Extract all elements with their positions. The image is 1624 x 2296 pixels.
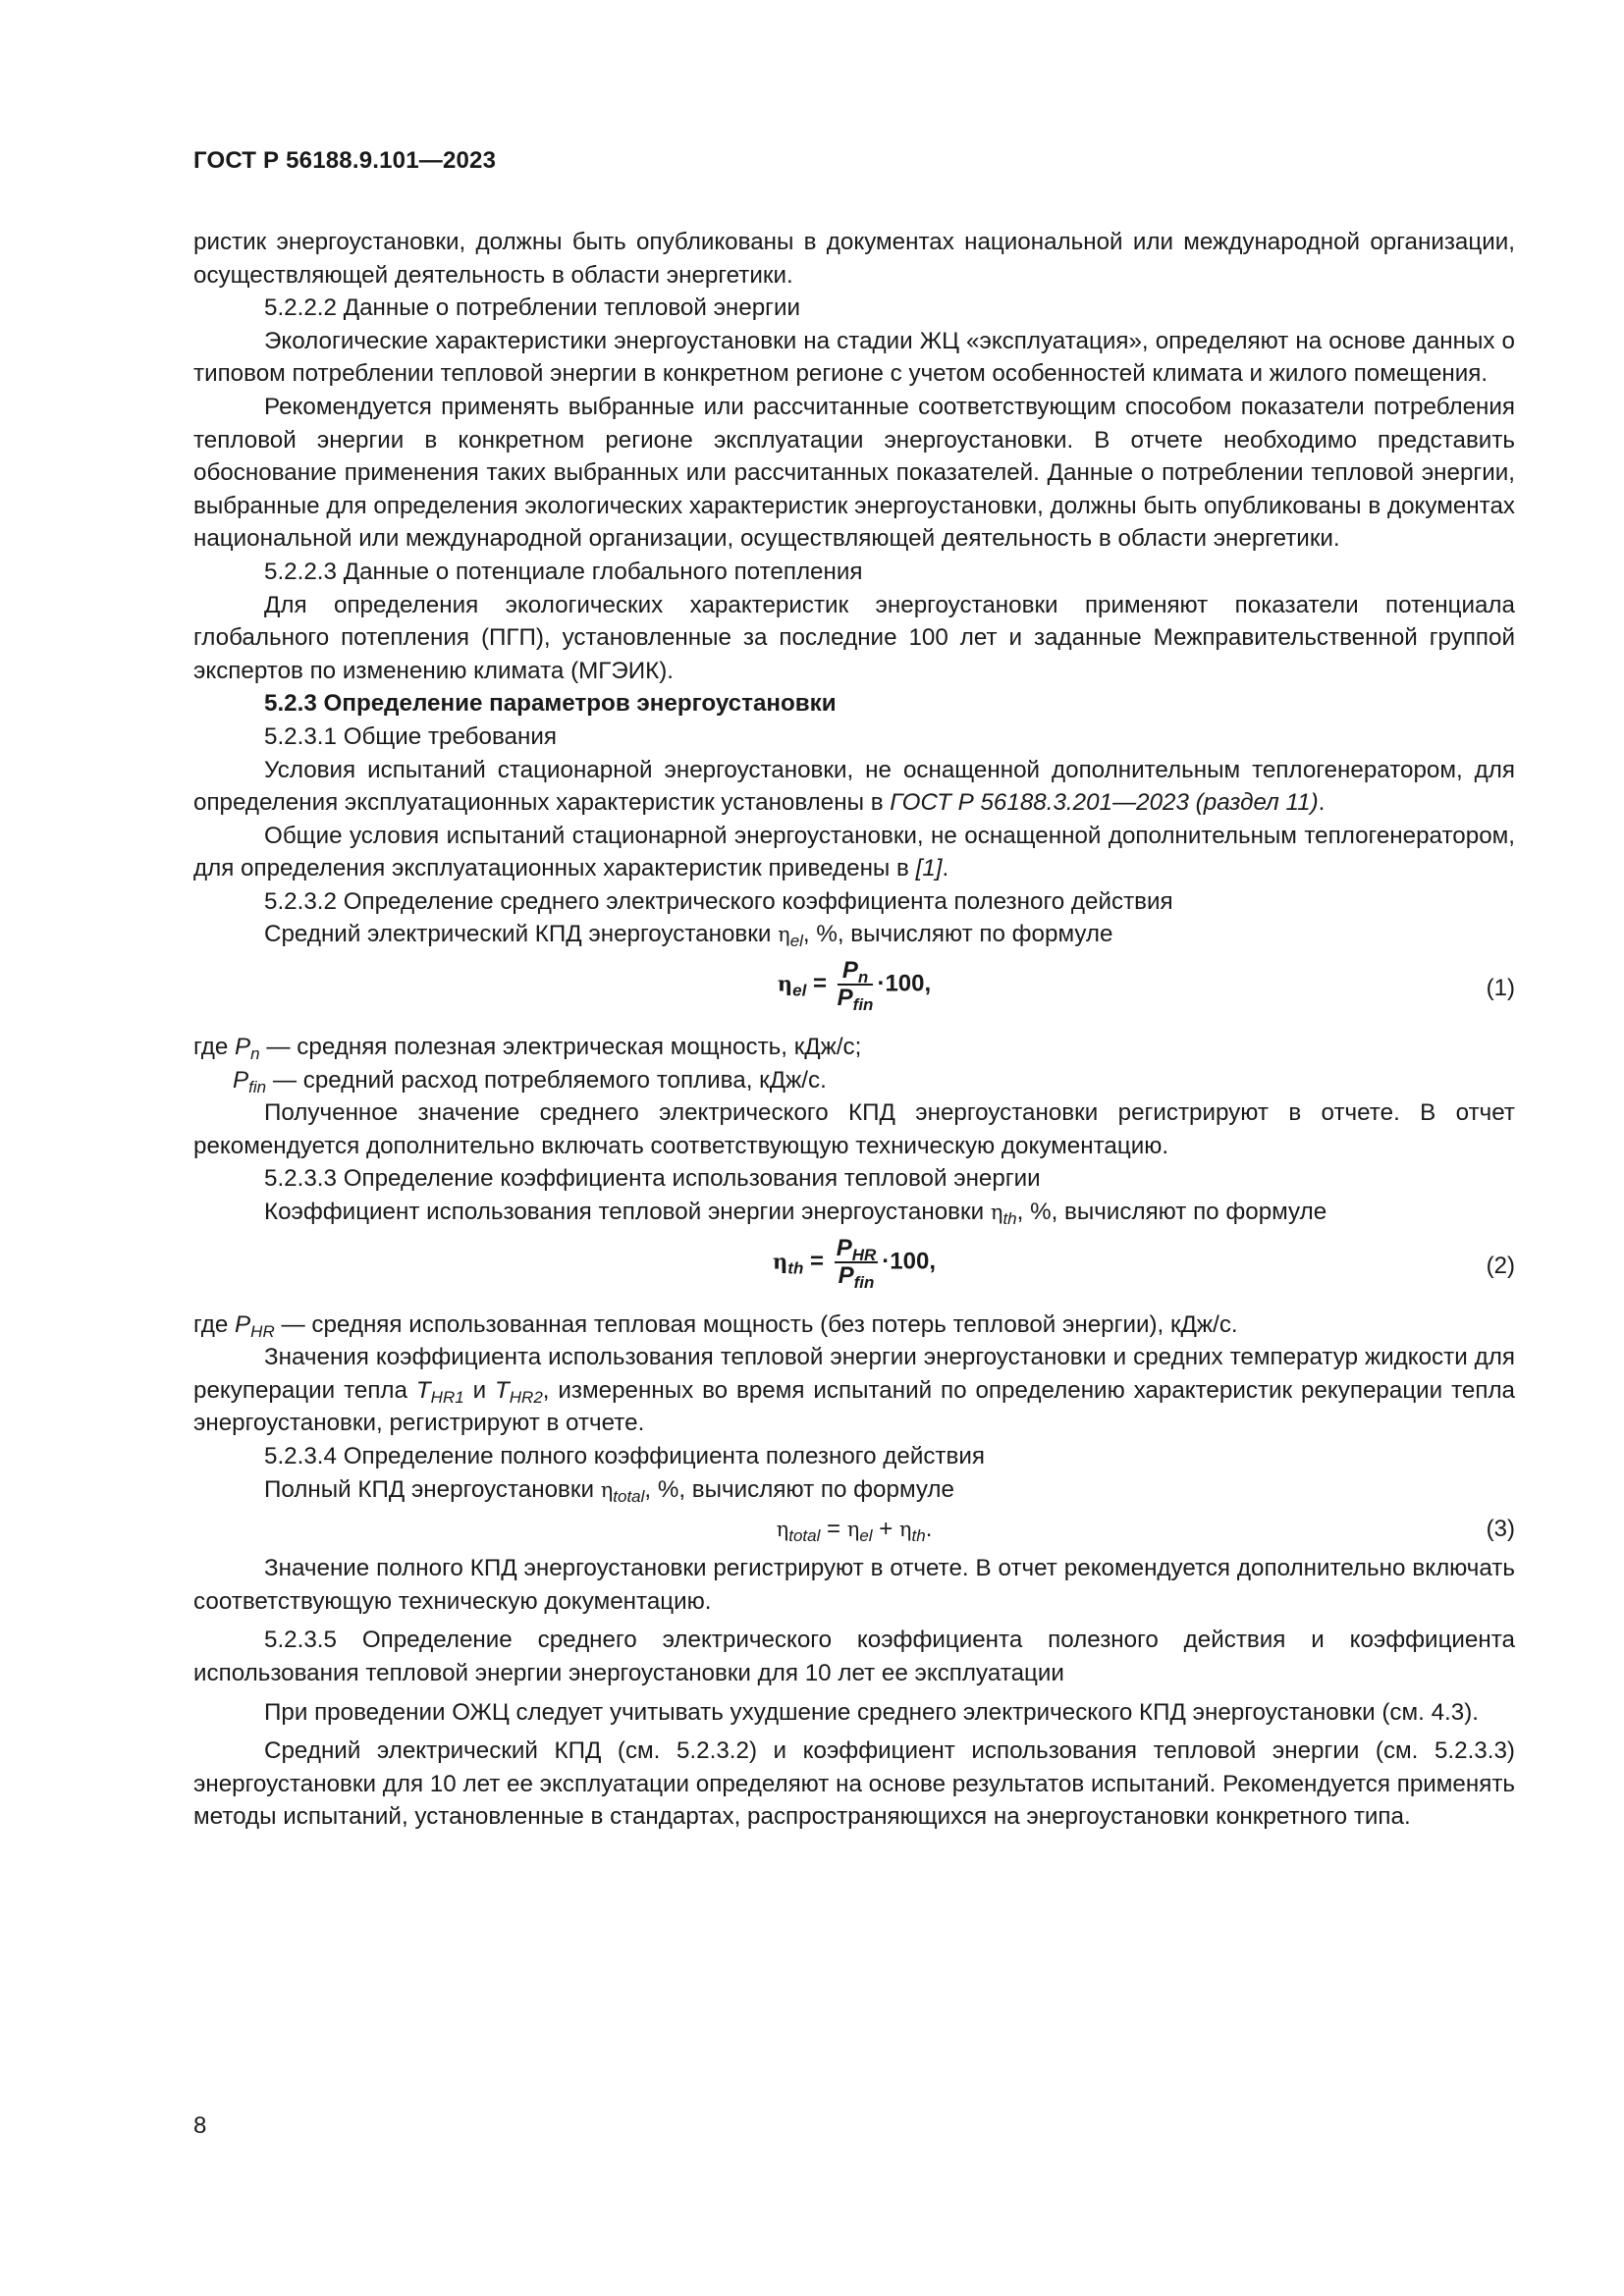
formula-2-number: (2) [1486, 1252, 1515, 1279]
paragraph: Средний электрический КПД энергоустановки $\eta_{el}$, %, вычисляют по формуле [264, 921, 1113, 951]
where-line: где $P_{HR}$ — средняя использованная тепловая мощность (без потерь тепловой энергии), кДж/с. [193, 1310, 1238, 1341]
formula-3-number: (3) [1486, 1516, 1515, 1543]
page-number: 8 [193, 2112, 207, 2139]
document-header: ГОСТ Р 56188.9.101—2023 [193, 147, 497, 174]
formula-1-expression: $\eta_{el}$ = $\frac{P_n}{P_{fin}}$ ·100, [777, 957, 932, 1015]
formula-3-expression: $\eta_{total} = \eta_{el} + \eta_{th}$. [776, 1516, 933, 1546]
section-5-2-3-4-title: 5.2.3.4 Определение полного коэффициента полезного действия [264, 1443, 985, 1469]
where-line: $P_{fin}$ — средний расход потребляемого топлива, кДж/с. [233, 1066, 827, 1096]
fraction: $\frac{P_{HR}}{P_{fin}}$ [836, 1234, 877, 1292]
standard-reference: ГОСТ Р 56188.3.201—2023 (раздел 11) [890, 789, 1319, 817]
formula-1 [193, 952, 1515, 1031]
paragraph: При проведении ОЖЦ следует учитывать ухудшение среднего электрического КПД энергоустановки (см. 4.3). [264, 1698, 1479, 1726]
paragraph: Средний электрический КПД (см. 5.2.3.2) и коэффициент использования тепловой энергии (см. 5.2.3.3) энергоустановки для 10 лет ее эксплуатации определяют на основе результатов испытаний. Рекомендуется применять методы испытаний, установленные в стандартах, распространяющихся на энергоустановки конкретного типа. [193, 1737, 1515, 1831]
paragraph: Значения коэффициента использования тепловой энергии энергоустановки и средних температур жидкости для рекуперации тепла $T_{HR1}$ и $T_{HR2}$, измеренных во время испытаний по определению характеристик рекуперации тепла энергоустановки, регистрируют в отчете. [193, 1344, 1516, 1437]
paragraph: ристик энергоустановки, должны быть опубликованы в документах национальной или международной организации, осуществляющей деятельность в области энергетики. [193, 229, 1515, 289]
paragraph: Значение полного КПД энергоустановки регистрируют в отчете. В отчет рекомендуется дополнительно включать соответствующую техническую документацию. [193, 1555, 1515, 1615]
section-5-2-2-2-title: 5.2.2.2 Данные о потреблении тепловой энергии [264, 294, 801, 322]
section-5-2-3-3-title: 5.2.3.3 Определение коэффициента использования тепловой энергии [264, 1165, 1041, 1193]
paragraph: Условия испытаний стационарной энергоустановки, не оснащенной дополнительным теплогенератором, для определения эксплуатационных характеристик установлены в ГОСТ Р 56188.3.201—2023 (раздел 11). [193, 756, 1515, 817]
document-body [193, 226, 1515, 1834]
formula-3 [193, 1507, 1515, 1552]
bibliography-reference: [1] [915, 855, 943, 882]
paragraph: Для определения экологических характеристик энергоустановки применяют показатели потенциала глобального потепления (ПГП), установленные за последние 100 лет и заданные Межправительственной группой экспертов по изменению климата (МГЭИК). [193, 591, 1515, 684]
section-5-2-3-2-title: 5.2.3.2 Определение среднего электрического коэффициента полезного действия [264, 887, 1173, 915]
section-5-2-3-title: 5.2.3 Определение параметров энергоустановки [264, 690, 837, 718]
section-5-2-3-1-title: 5.2.3.1 Общие требования [264, 722, 557, 750]
paragraph: Общие условия испытаний стационарной энергоустановки, не оснащенной дополнительным теплогенератором, для определения эксплуатационных характеристик приведены в [1]. [193, 822, 1515, 882]
section-5-2-2-3-title: 5.2.2.3 Данные о потенциале глобального потепления [264, 558, 863, 585]
paragraph: Коэффициент использования тепловой энергии энергоустановки $\eta_{th}$, %, вычисляют по формуле [264, 1199, 1327, 1229]
formula-2-expression: $\eta_{th}$ = $\frac{P_{HR}}{P_{fin}}$ ·100, [773, 1234, 936, 1292]
paragraph: Полученное значение среднего электрического КПД энергоустановки регистрируют в отчете. В отчет рекомендуется дополнительно включать соответствующую техническую документацию. [193, 1099, 1515, 1159]
fraction: $\frac{P_n}{P_{fin}}$ [837, 957, 874, 1015]
where-line: где $P_n$ — средняя полезная электрическая мощность, кДж/с; [193, 1034, 862, 1064]
formula-2 [193, 1230, 1515, 1308]
paragraph: Полный КПД энергоустановки $\eta_{total}$, %, вычисляют по формуле [264, 1475, 954, 1506]
section-5-2-3-5-title: 5.2.3.5 Определение среднего электрического коэффициента полезного действия и коэффициента использования тепловой энергии энергоустановки для 10 лет ее эксплуатации [193, 1627, 1515, 1686]
paragraph: Рекомендуется применять выбранные или рассчитанные соответствующим способом показатели потребления тепловой энергии в конкретном регионе эксплуатации энергоустановки. В отчете необходимо представить обоснование применения таких выбранных или рассчитанных показателей. Данные о потреблении тепловой энергии, выбранные для определения экологических характеристик энергоустановки, должны быть опубликованы в документах национальной или международной организации, осуществляющей деятельность в области энергетики. [193, 393, 1515, 553]
paragraph: Экологические характеристики энергоустановки на стадии ЖЦ «эксплуатация», определяют на основе данных о типовом потреблении тепловой энергии в конкретном регионе с учетом особенностей климата и жилого помещения. [193, 327, 1515, 388]
formula-1-number: (1) [1486, 975, 1515, 1002]
